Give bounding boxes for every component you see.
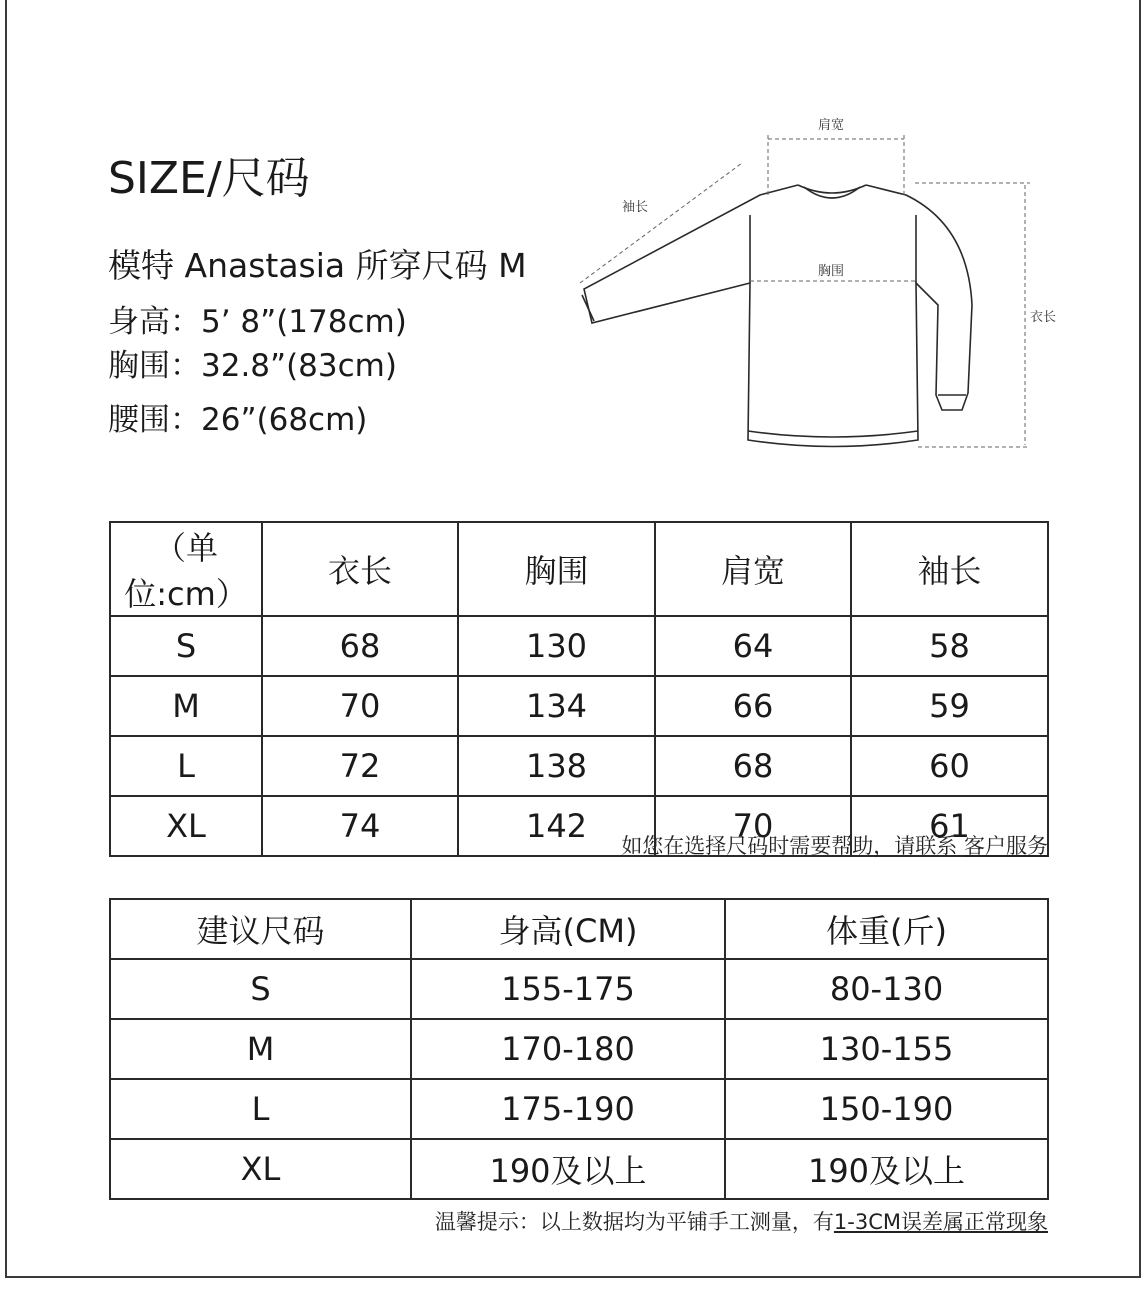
table-row bbox=[110, 736, 1048, 796]
chest-header: 胸围 bbox=[458, 522, 655, 616]
sleeve-cell: 60 bbox=[851, 736, 1048, 796]
size-cell: XL bbox=[110, 796, 262, 856]
height-cell: 175-190 bbox=[411, 1079, 725, 1139]
table-row bbox=[110, 1079, 1048, 1139]
shoulder-cell: 68 bbox=[655, 736, 851, 796]
recommended-size-header: 建议尺码 bbox=[110, 899, 411, 959]
table-header-row bbox=[110, 522, 1048, 616]
length-label: 衣长 bbox=[1030, 310, 1057, 325]
chest-cell: 138 bbox=[458, 736, 655, 796]
size-cell: XL bbox=[110, 1139, 411, 1199]
table-header-row bbox=[110, 899, 1048, 959]
model-height: 身高：5’ 8”(178cm) bbox=[108, 304, 407, 340]
size-cell: L bbox=[110, 736, 262, 796]
weight-cell: 190及以上 bbox=[725, 1139, 1048, 1199]
tip-prefix: 温馨提示：以上数据均为平铺手工测量，有 bbox=[434, 1210, 834, 1234]
sleeve-label: 袖长 bbox=[622, 200, 649, 215]
weight-header: 体重(斤) bbox=[725, 899, 1048, 959]
height-cell: 155-175 bbox=[411, 959, 725, 1019]
size-cell: S bbox=[110, 616, 262, 676]
model-waist: 腰围：26”(68cm) bbox=[108, 402, 368, 438]
weight-cell: 150-190 bbox=[725, 1079, 1048, 1139]
page-title: SIZE/尺码 bbox=[108, 153, 310, 204]
sweater-outline bbox=[582, 185, 972, 447]
length-cell: 74 bbox=[262, 796, 458, 856]
shoulder-cell: 70 bbox=[655, 796, 851, 856]
length-header: 衣长 bbox=[262, 522, 458, 616]
size-cell: M bbox=[110, 676, 262, 736]
table-row bbox=[110, 676, 1048, 736]
table-row bbox=[110, 1019, 1048, 1079]
weight-cell: 80-130 bbox=[725, 959, 1048, 1019]
size-cell: L bbox=[110, 1079, 411, 1139]
model-size-line: 模特 Anastasia 所穿尺码 M bbox=[108, 246, 527, 285]
shoulder-label: 肩宽 bbox=[818, 118, 845, 133]
help-note bbox=[621, 830, 1048, 860]
shoulder-cell: 66 bbox=[655, 676, 851, 736]
shoulder-cell: 64 bbox=[655, 616, 851, 676]
recommendation-table bbox=[109, 898, 1049, 1200]
tip-underlined: 1-3CM误差属正常现象 bbox=[833, 1210, 1048, 1234]
table-row bbox=[110, 959, 1048, 1019]
height-cell: 170-180 bbox=[411, 1019, 725, 1079]
model-chest: 胸围：32.8”(83cm) bbox=[108, 348, 397, 384]
weight-cell: 130-155 bbox=[725, 1019, 1048, 1079]
sleeve-cell: 58 bbox=[851, 616, 1048, 676]
table-row bbox=[110, 616, 1048, 676]
size-cell: M bbox=[110, 1019, 411, 1079]
size-cell: S bbox=[110, 959, 411, 1019]
measurement-tip bbox=[435, 1206, 1048, 1236]
unit-header: （单位:cm） bbox=[110, 522, 262, 616]
chest-cell: 134 bbox=[458, 676, 655, 736]
length-cell: 68 bbox=[262, 616, 458, 676]
shoulder-header: 肩宽 bbox=[655, 522, 851, 616]
measurement-table bbox=[109, 521, 1049, 857]
sleeve-header: 袖长 bbox=[851, 522, 1048, 616]
length-cell: 70 bbox=[262, 676, 458, 736]
chest-label: 胸围 bbox=[818, 264, 845, 279]
customer-service-link[interactable]: 客户服务 bbox=[964, 834, 1048, 858]
chest-cell: 130 bbox=[458, 616, 655, 676]
sleeve-cell: 59 bbox=[851, 676, 1048, 736]
length-cell: 72 bbox=[262, 736, 458, 796]
height-cell: 190及以上 bbox=[411, 1139, 725, 1199]
sleeve-cell: 61 bbox=[851, 796, 1048, 856]
help-note-text: 如您在选择尺码时需要帮助，请联系 bbox=[621, 834, 964, 858]
measure-guides bbox=[580, 135, 1030, 447]
height-header: 身高(CM) bbox=[411, 899, 725, 959]
sweater-diagram bbox=[570, 105, 1070, 465]
table-row bbox=[110, 1139, 1048, 1199]
chest-cell: 142 bbox=[458, 796, 655, 856]
